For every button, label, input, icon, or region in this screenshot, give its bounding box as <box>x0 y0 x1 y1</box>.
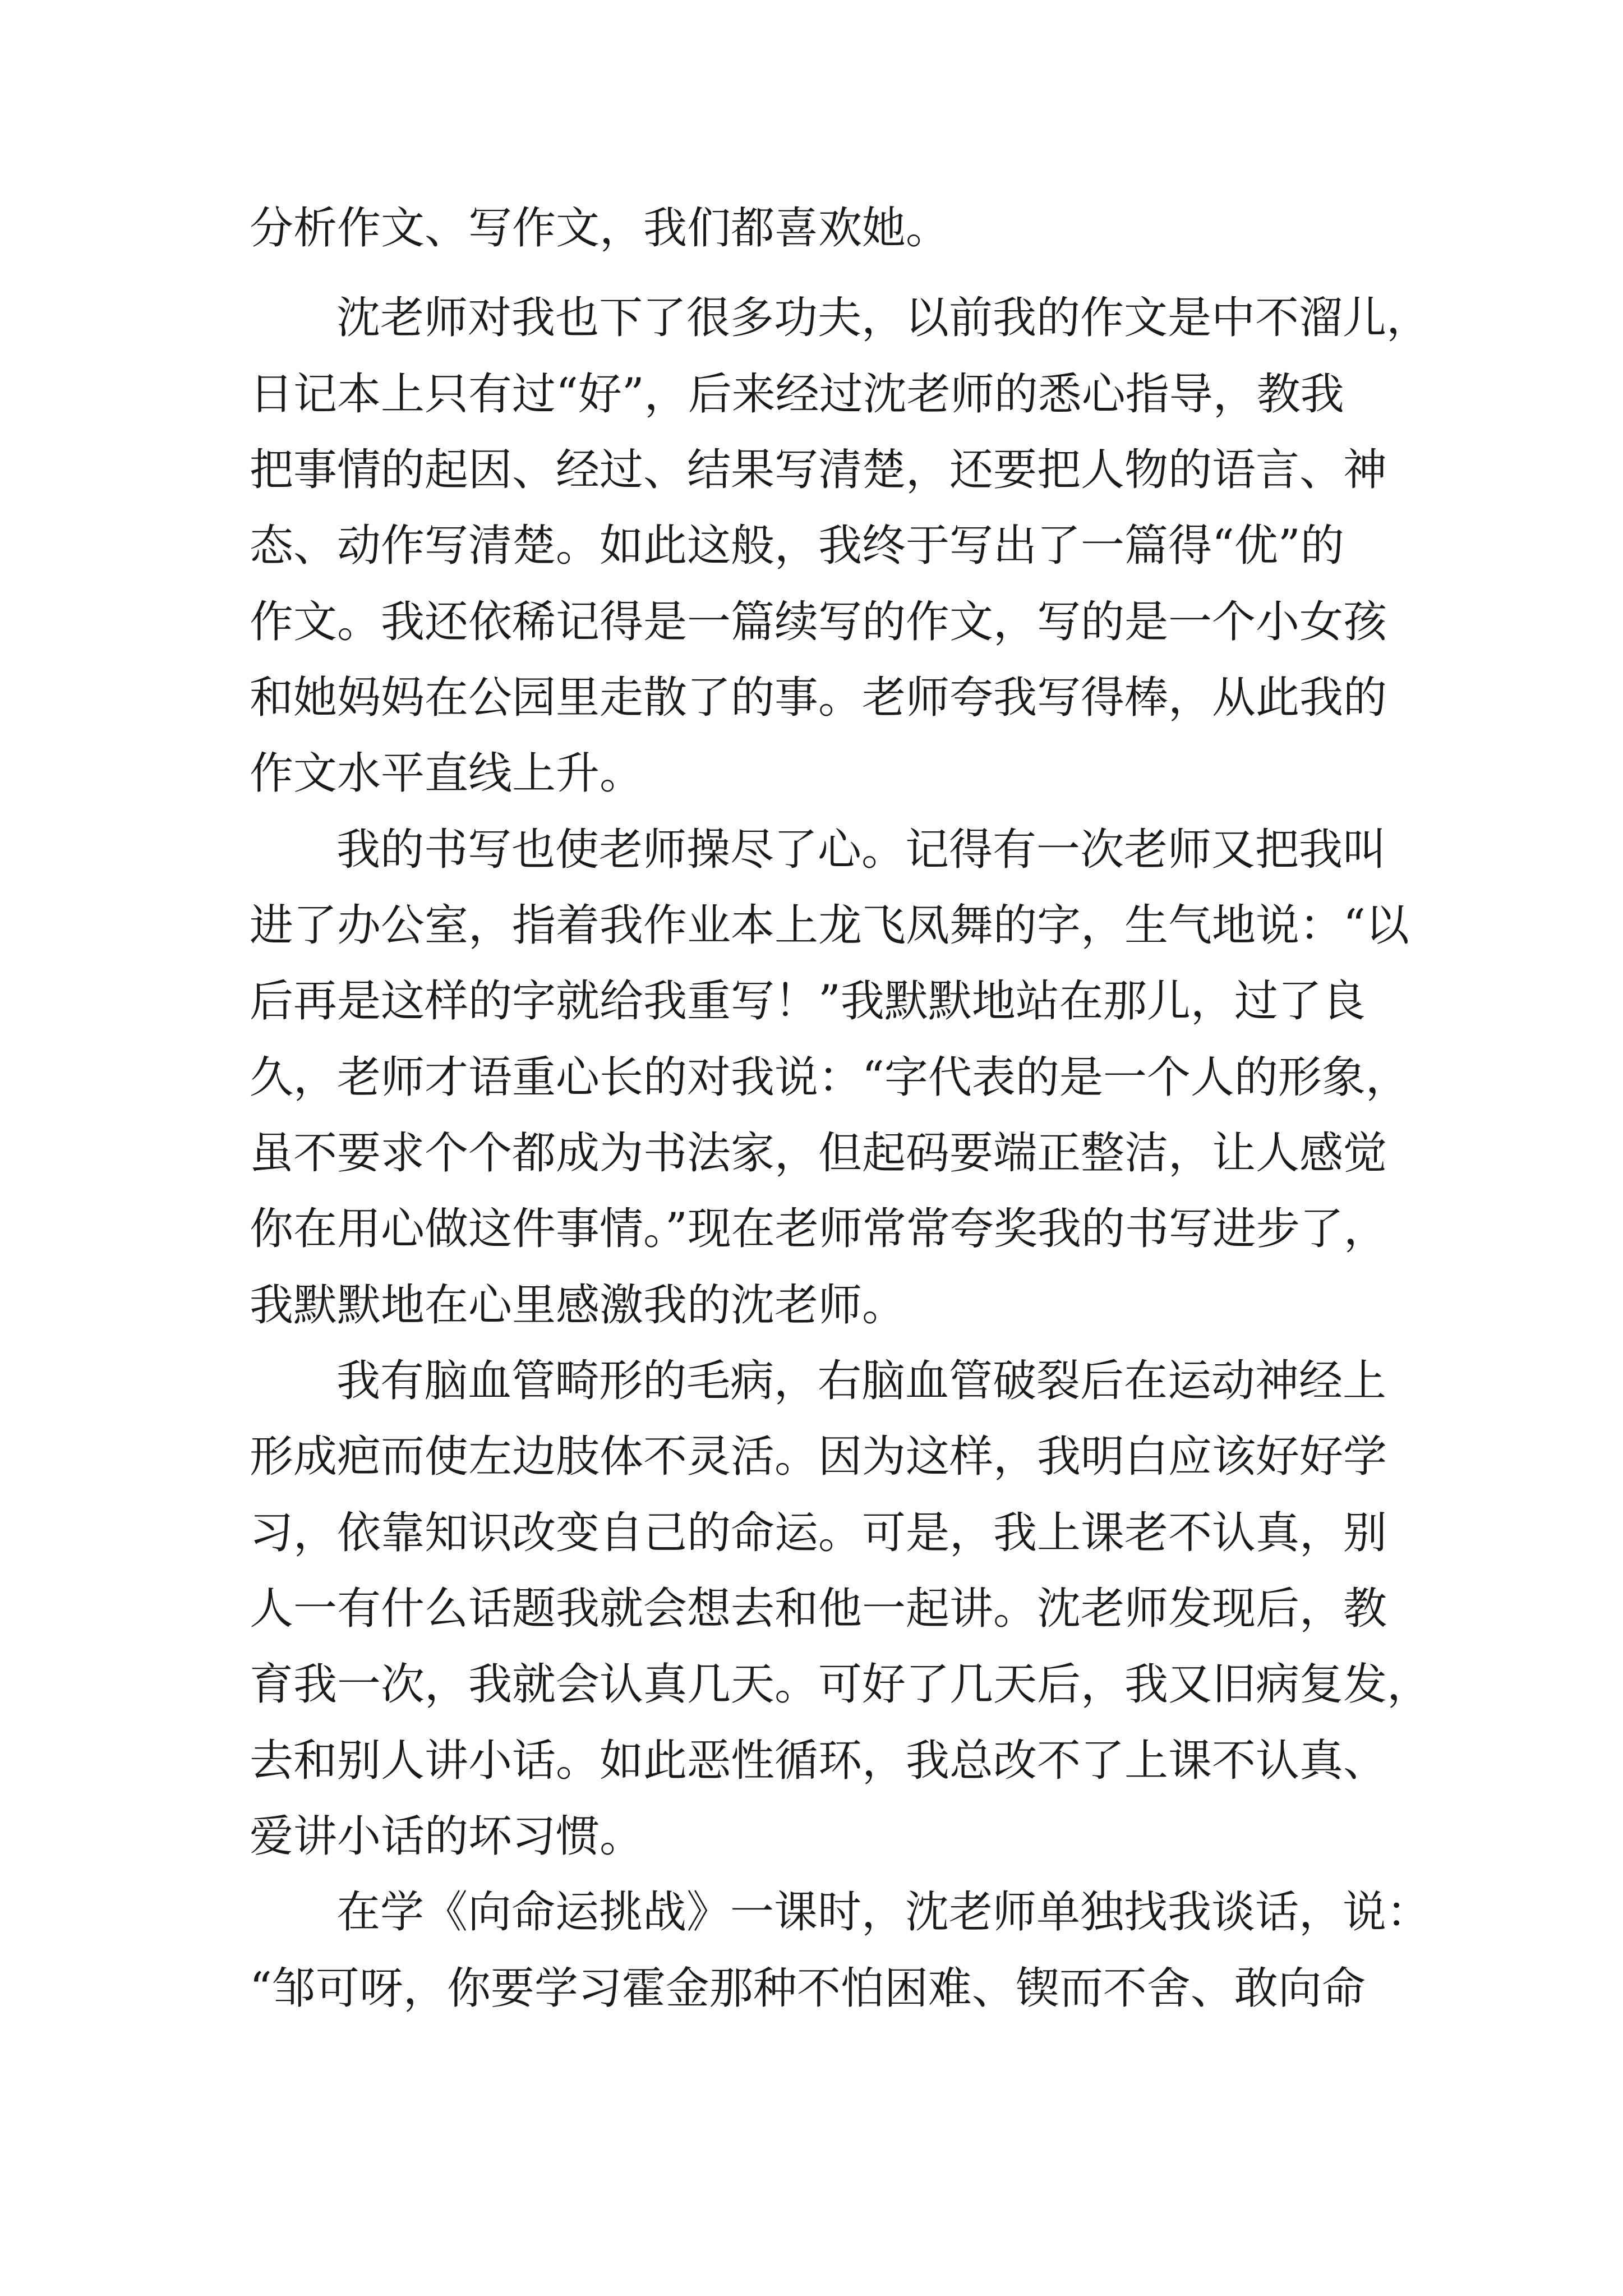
text-line-18: 习，依靠知识改变自己的命运。可是，我上课老不认真，别 <box>250 1508 1387 1558</box>
text-line-1: 分析作文、写作文，我们都喜欢她。 <box>250 203 950 254</box>
text-line-2: 沈老师对我也下了很多功夫，以前我的作文是中不溜儿， <box>336 293 1431 343</box>
text-line-14: 你在用心做这件事情。”现在老师常常夸奖我的书写进步了， <box>250 1204 1387 1254</box>
text-line-10: 进了办公室，指着我作业本上龙飞凤舞的字，生气地说：“以 <box>250 900 1409 951</box>
text-line-4: 把事情的起因、经过、结果写清楚，还要把人物的语言、神 <box>250 445 1387 495</box>
text-line-11: 后再是这样的字就给我重写！”我默默地站在那儿，过了良 <box>250 976 1366 1027</box>
text-line-20: 育我一次，我就会认真几天。可好了几天后，我又旧病复发， <box>250 1659 1431 1710</box>
text-line-24: “邹可呀，你要学习霍金那种不怕困难、锲而不舍、敢向命 <box>250 1963 1366 2014</box>
text-line-19: 人一有什么话题我就会想去和他一起讲。沈老师发现后，教 <box>250 1584 1387 1634</box>
text-line-3: 日记本上只有过“好”，后来经过沈老师的悉心指导，教我 <box>250 369 1344 420</box>
text-line-17: 形成疤而使左边肢体不灵活。因为这样，我明白应该好好学 <box>250 1432 1387 1482</box>
text-line-15: 我默默地在心里感激我的沈老师。 <box>250 1280 906 1331</box>
text-line-13: 虽不要求个个都成为书法家，但起码要端正整洁，让人感觉 <box>250 1128 1387 1179</box>
text-line-12: 久，老师才语重心长的对我说：“字代表的是一个人的形象， <box>250 1052 1409 1103</box>
text-line-22: 爱讲小话的坏习惯。 <box>250 1811 644 1862</box>
text-line-8: 作文水平直线上升。 <box>250 748 644 799</box>
text-line-23: 在学《向命运挑战》一课时，沈老师单独找我谈话，说： <box>336 1887 1431 1938</box>
text-line-7: 和她妈妈在公园里走散了的事。老师夸我写得棒，从此我的 <box>250 673 1387 723</box>
text-line-21: 去和别人讲小话。如此恶性循环，我总改不了上课不认真、 <box>250 1736 1387 1786</box>
text-line-9: 我的书写也使老师操尽了心。记得有一次老师又把我叫 <box>336 825 1387 875</box>
text-line-6: 作文。我还依稀记得是一篇续写的作文，写的是一个小女孩 <box>250 597 1387 647</box>
text-line-16: 我有脑血管畸形的毛病，右脑血管破裂后在运动神经上 <box>336 1356 1387 1406</box>
text-line-5: 态、动作写清楚。如此这般，我终于写出了一篇得“优”的 <box>250 521 1344 571</box>
